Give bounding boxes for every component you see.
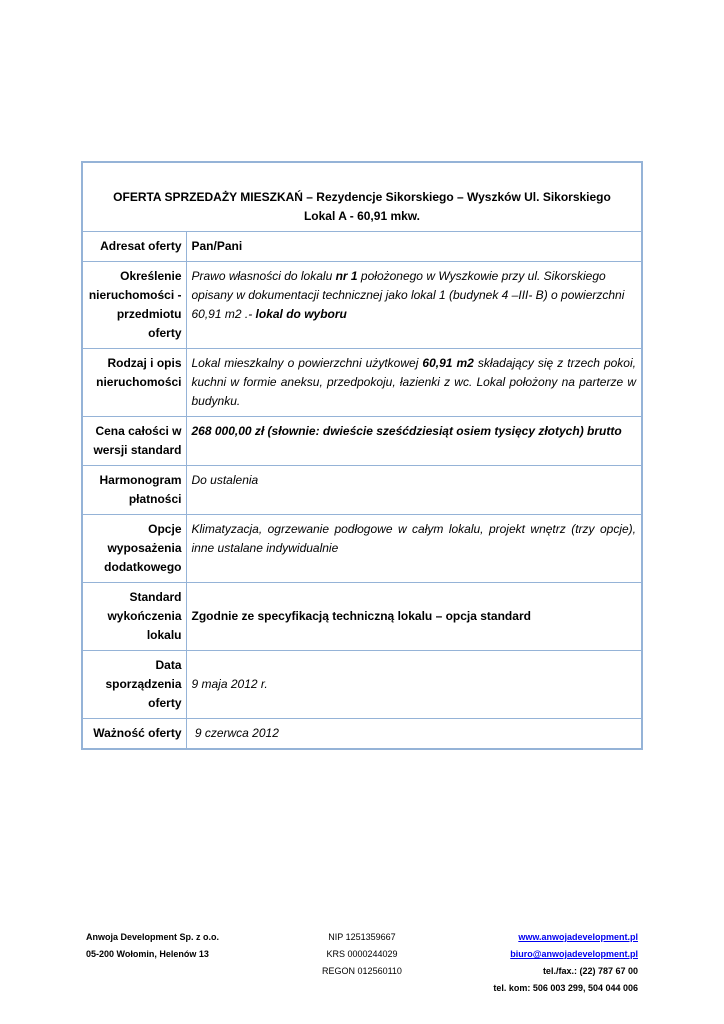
row-data	[82, 651, 642, 719]
value-rodzaj	[186, 349, 642, 417]
value-okreslenie	[186, 262, 642, 349]
row-opcje	[82, 515, 642, 583]
footer-contact-block	[493, 929, 638, 997]
label-adresat: Adresat oferty	[82, 232, 186, 262]
row-standard	[82, 583, 642, 651]
row-waznosc	[82, 719, 642, 750]
value-adresat: Pan/Pani	[186, 232, 642, 262]
value-cena: 268 000,00 zł (słownie: dwieście sześćdziesiąt osiem tysięcy złotych) brutto	[186, 417, 642, 466]
offer-table	[81, 161, 643, 750]
offer-title	[82, 162, 642, 232]
footer-email-link[interactable]: biuro@anwojadevelopment.pl	[510, 949, 638, 959]
label-standard: Standard wykończenia lokalu	[82, 583, 186, 651]
value-data: 9 maja 2012 r.	[186, 651, 642, 719]
rodzaj-text-a: Lokal mieszkalny o powierzchni użytkowej	[191, 356, 423, 370]
label-cena: Cena całości w wersji standard	[82, 417, 186, 466]
okreslenie-text-a: Prawo własności do lokalu	[191, 269, 336, 283]
row-rodzaj	[82, 349, 642, 417]
row-harmonogram	[82, 466, 642, 515]
footer-registry-block	[250, 929, 474, 980]
footer-krs: KRS 0000244029	[326, 949, 398, 959]
footer-website-link[interactable]: www.anwojadevelopment.pl	[518, 932, 638, 942]
value-standard: Zgodnie ze specyfikacją techniczną lokalu – opcja standard	[186, 583, 642, 651]
label-data: Data sporządzenia oferty	[82, 651, 186, 719]
label-rodzaj: Rodzaj i opis nieruchomości	[82, 349, 186, 417]
footer-company: Anwoja Development Sp. z o.o.	[86, 932, 220, 942]
row-cena	[82, 417, 642, 466]
value-harmonogram: Do ustalenia	[186, 466, 642, 515]
footer-nip: NIP 1251359667	[328, 932, 396, 942]
offer-title-line2: Lokal A - 60,91 mkw.	[303, 209, 421, 223]
value-waznosc: 9 czerwca 2012	[186, 719, 642, 750]
label-opcje: Opcje wyposażenia dodatkowego	[82, 515, 186, 583]
label-harmonogram: Harmonogram płatności	[82, 466, 186, 515]
okreslenie-text-d: lokal do wyboru	[255, 307, 347, 321]
value-opcje: Klimatyzacja, ogrzewanie podłogowe w całym lokalu, projekt wnętrz (trzy opcje), inne ustalane indywidualnie	[186, 515, 642, 583]
offer-title-line1: OFERTA SPRZEDAŻY MIESZKAŃ – Rezydencje Sikorskiego – Wyszków Ul. Sikorskiego	[113, 190, 611, 204]
label-okreslenie: Określenie nieruchomości - przedmiotu oferty	[82, 262, 186, 349]
rodzaj-text-c: składający się z trzech pokoi, kuchni w formie aneksu, przedpokoju, łazienki z wc. Lokal położony na parterze w budynku.	[191, 356, 636, 408]
offer-title-row	[82, 162, 642, 232]
label-waznosc: Ważność oferty	[82, 719, 186, 750]
okreslenie-text-b: nr 1	[335, 269, 358, 283]
footer-telfax: tel./fax.: (22) 787 67 00	[542, 966, 638, 976]
okreslenie-text-c: położonego w Wyszkowie przy ul. Sikorskiego opisany w dokumentacji technicznej jako lokal 1 (budynek 4 –III- B) o powierzchni 60,91 m2 .-	[191, 269, 625, 321]
footer-regon: REGON 012560110	[322, 966, 402, 976]
row-okreslenie	[82, 262, 642, 349]
rodzaj-text-b: 60,91 m2	[422, 356, 474, 370]
footer-company-block	[86, 929, 219, 963]
footer-mobile: tel. kom: 506 003 299, 504 044 006	[493, 983, 638, 993]
row-adresat	[82, 232, 642, 262]
footer-address: 05-200 Wołomin, Helenów 13	[86, 949, 209, 959]
